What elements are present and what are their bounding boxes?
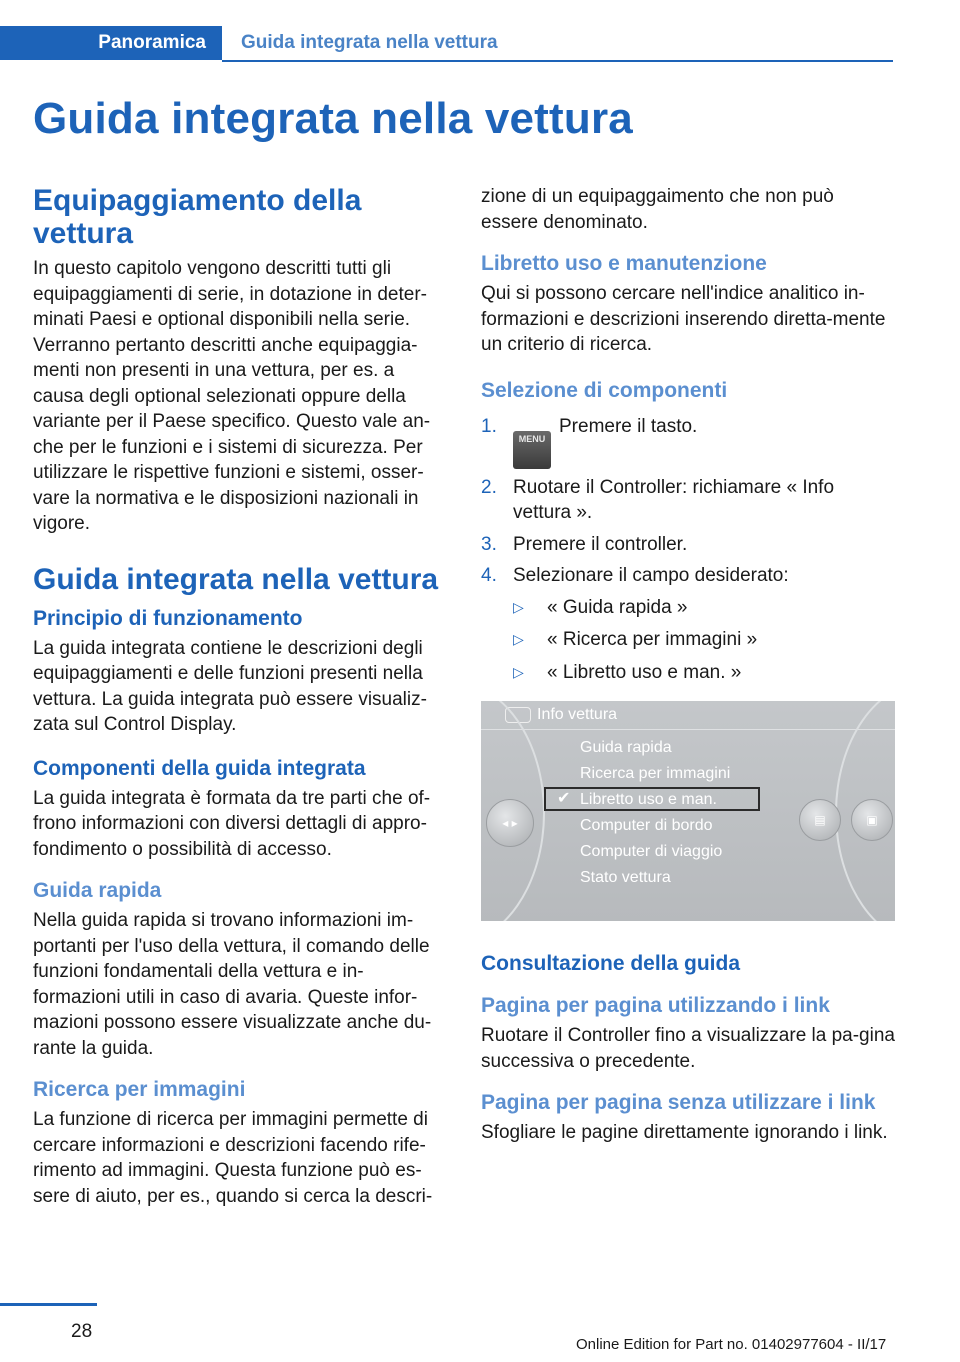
- heading-pagina-senza-link: Pagina per pagina senza utilizzare i link: [481, 1091, 876, 1114]
- step-text: Selezionare il campo desiderato:: [513, 565, 789, 586]
- left-column: [33, 184, 448, 1209]
- menu-key-label: MENU: [518, 433, 546, 444]
- heading-consultazione: Consultazione della guida: [481, 952, 741, 975]
- page-number: 28: [71, 1321, 93, 1342]
- control-display-screenshot: [481, 701, 895, 921]
- screen-menu-item-selected[interactable]: Libretto uso e man.: [580, 791, 717, 808]
- heading-componenti: Componenti della guida integrata: [33, 756, 366, 780]
- triangle-bullet-icon: ▷: [513, 663, 524, 680]
- list-item: [513, 595, 896, 621]
- paragraph-principio: La guida integrata contiene le descrizioni degli equipaggiamenti e delle funzioni presenti nella vettura. La guida integrata può essere visualiz-zata sul Control Display.: [33, 637, 427, 735]
- heading-guida-rapida: Guida rapida: [33, 879, 162, 902]
- list-item: [513, 627, 896, 653]
- list-item: [481, 414, 896, 469]
- controller-knob-icon: ◂ ▸: [486, 799, 534, 847]
- list-item: [513, 660, 896, 686]
- paragraph-continuation: zione di un equipaggaimento che non può essere denominato.: [481, 186, 834, 233]
- list-item: [481, 475, 896, 526]
- bullet-text: « Libretto uso e man. »: [547, 661, 742, 683]
- step-number: 3.: [481, 533, 497, 555]
- header-rule: [222, 60, 893, 62]
- triangle-bullet-icon: ▷: [513, 631, 524, 647]
- heading-ricerca-immagini: Ricerca per immagini: [33, 1078, 246, 1101]
- screen-menu-item[interactable]: Guida rapida: [580, 739, 672, 756]
- screen-menu-item[interactable]: Computer di bordo: [580, 817, 713, 834]
- header-bar: [0, 26, 893, 62]
- paragraph-componenti: La guida integrata è formata da tre parti che of-frono informazioni con diversi dettagli di appro-fondimento o possibilità di accesso.: [33, 787, 431, 860]
- paragraph-equipaggiamento: In questo capitolo vengono descritti tutti gli equipaggiamenti di serie, in dotazione in deter-minati Paesi e optional disponibili nella serie. Verranno pertanto descritti anche equipaggia-menti non presenti in una vettura, per es. a causa degli optional selezionati oppure della variante per il Paese specifico. Questo vale an-che per le funzioni e i sistemi di sicurezza. Per utilizzare le rispettive funzioni e sistemi, osser-vare la normativa e le disposizioni nazionali in vigore.: [33, 258, 431, 534]
- paragraph-ricerca-immagini: La funzione di ricerca per immagini permette di cercare informazioni e descrizioni facendo rife-rimento ad immagini. Questa funzione può es-sere di aiuto, per es., quando si cerca la descri-: [33, 1109, 433, 1207]
- menu-button-icon: [513, 431, 551, 469]
- step-text: Premere il tasto.: [559, 415, 698, 437]
- paragraph-pagina-link: Ruotare il Controller fino a visualizzare la pa-gina successiva o precedente.: [481, 1025, 895, 1072]
- step-text: Premere il controller.: [513, 533, 688, 555]
- step-number: 4.: [481, 565, 497, 586]
- screen-divider: [481, 729, 895, 730]
- heading-libretto: Libretto uso e manutenzione: [481, 252, 767, 275]
- page-title: Guida integrata nella vettura: [33, 94, 633, 143]
- edition-note: Online Edition for Part no. 01402977604 - II/17: [576, 1336, 887, 1353]
- footer-rule: [0, 1303, 97, 1306]
- heading-principio: Principio di funzionamento: [33, 606, 303, 630]
- heading-guida-integrata: Guida integrata nella vettura: [33, 562, 439, 596]
- screen-menu-item[interactable]: Computer di viaggio: [580, 843, 723, 860]
- screen-menu-item[interactable]: Stato vettura: [580, 869, 671, 886]
- list-item: [481, 563, 896, 589]
- screen-menu: [580, 735, 730, 891]
- step-number: 2.: [481, 476, 497, 498]
- screen-menu-item[interactable]: Ricerca per immagini: [580, 765, 731, 782]
- tab-section-title[interactable]: Guida integrata nella vettura: [241, 32, 498, 53]
- bullet-text: « Ricerca per immagini »: [547, 629, 758, 650]
- list-item: [481, 532, 896, 558]
- triangle-bullet-icon: ▷: [513, 598, 524, 615]
- step-number: 1.: [481, 415, 497, 437]
- heading-selezione: Selezione di componenti: [481, 378, 728, 402]
- menu-page-icon: ▤: [799, 799, 841, 841]
- heading-equipaggiamento: Equipaggiamento della vettura: [33, 184, 362, 250]
- screen-title: Info vettura: [537, 706, 618, 723]
- heading-pagina-link: Pagina per pagina utilizzando i link: [481, 994, 830, 1017]
- steps-list: [481, 414, 896, 589]
- bullet-list: [513, 595, 896, 686]
- step-text: Ruotare il Controller: richiamare « Info vettura ».: [513, 476, 835, 523]
- paragraph-pagina-senza-link: Sfogliare le pagine direttamente ignorando i link.: [481, 1122, 888, 1143]
- right-column: [481, 184, 896, 1146]
- paragraph-libretto: Qui si possono cercare nell'indice analitico in-formazioni e descrizioni inserendo diretta-mente un criterio di ricerca.: [481, 283, 886, 355]
- check-icon: ✔: [557, 790, 571, 807]
- paragraph-guida-rapida: Nella guida rapida si trovano informazioni im-portanti per l'uso della vettura, il comando delle funzioni fondamentali della vettura e in-formazioni utili in caso di avaria. Queste infor-mazioni possono essere visualizzate anche du-rante la guida.: [33, 910, 432, 1059]
- bullet-text: « Guida rapida »: [547, 596, 688, 618]
- next-page-icon: ▣: [851, 799, 893, 841]
- tab-panoramica[interactable]: Panoramica: [0, 26, 222, 60]
